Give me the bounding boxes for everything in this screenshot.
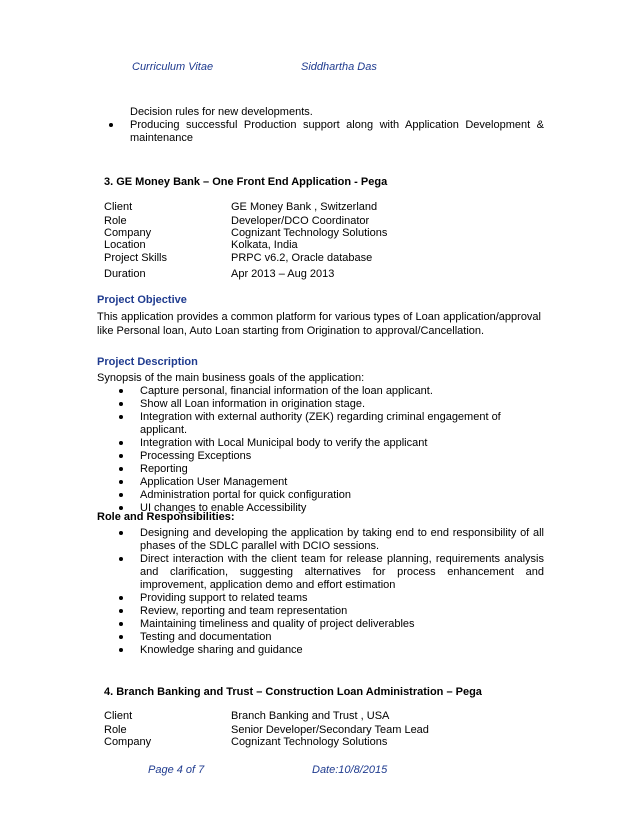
list-item: Processing Exceptions xyxy=(114,450,544,463)
list-item: Producing successful Production support along with Application Development & maintenance xyxy=(104,119,544,145)
bullet-icon xyxy=(119,506,123,510)
list-item: Integration with external authority (ZEK) regarding criminal engagement of applicant. xyxy=(114,411,544,437)
list-item: Designing and developing the application by taking end to end responsibility of all phases of the SDLC parallel with DCIO sessions. xyxy=(114,527,544,553)
project-title: 3. GE Money Bank – One Front End Application - Pega xyxy=(104,176,388,188)
list-item: Show all Loan information in origination stage. xyxy=(114,398,544,411)
detail-row: Client GE Money Bank , Switzerland xyxy=(104,201,378,213)
continuation-text: Decision rules for new developments. xyxy=(130,106,313,118)
list-item: Direct interaction with the client team for release planning, requirements analysis and clarification, suggesting alternatives for process enhancement and improvement, application demo and effort estimation xyxy=(114,553,544,592)
project-title: 4. Branch Banking and Trust – Construction Loan Administration – Pega xyxy=(104,686,482,698)
roles-list xyxy=(114,527,544,657)
detail-row: Location Kolkata, India xyxy=(104,239,298,251)
list-item: Providing support to related teams xyxy=(114,592,544,605)
bullet-icon xyxy=(119,531,123,535)
bullet-icon xyxy=(119,596,123,600)
list-item: Integration with Local Municipal body to verify the applicant xyxy=(114,437,544,450)
detail-row: Client Branch Banking and Trust , USA xyxy=(104,710,390,722)
detail-row: Company Cognizant Technology Solutions xyxy=(104,227,388,239)
header-right: Siddhartha Das xyxy=(301,61,377,73)
description-list xyxy=(114,385,544,515)
footer-date: Date:10/8/2015 xyxy=(312,764,388,776)
list-item: Administration portal for quick configuration xyxy=(114,489,544,502)
list-item: Reporting xyxy=(114,463,544,476)
bullet-icon xyxy=(119,480,123,484)
bullet-icon xyxy=(119,609,123,613)
bullet-icon xyxy=(119,467,123,471)
description-intro: Synopsis of the main business goals of the application: xyxy=(97,372,365,384)
bullet-icon xyxy=(119,648,123,652)
description-heading: Project Description xyxy=(97,356,198,368)
bullet-icon xyxy=(119,635,123,639)
roles-heading: Role and Responsibilities: xyxy=(97,511,235,523)
detail-row: Company Cognizant Technology Solutions xyxy=(104,736,388,748)
bullet-icon xyxy=(119,389,123,393)
footer-page: Page 4 of 7 xyxy=(148,764,205,776)
list-item: Maintaining timeliness and quality of project deliverables xyxy=(114,618,544,631)
bullet-icon xyxy=(119,622,123,626)
detail-row: Project Skills PRPC v6.2, Oracle database xyxy=(104,252,373,264)
list-item: UI changes to enable Accessibility xyxy=(114,502,544,515)
objective-text: This application provides a common platform for various types of Loan application/approval like Personal loan, Auto Loan starting from Origination to approval/Cancellation. xyxy=(97,311,541,337)
detail-row: Role Senior Developer/Secondary Team Lead xyxy=(104,724,429,736)
list-item: Application User Management xyxy=(114,476,544,489)
list-item: Testing and documentation xyxy=(114,631,544,644)
header-left: Curriculum Vitae xyxy=(132,61,214,73)
bullet-icon xyxy=(119,493,123,497)
detail-row: Role Developer/DCO Coordinator xyxy=(104,215,370,227)
list-item: Review, reporting and team representation xyxy=(114,605,544,618)
bullet-icon xyxy=(119,454,123,458)
detail-row: Duration Apr 2013 – Aug 2013 xyxy=(104,268,335,280)
list-item: Capture personal, financial information of the loan applicant. xyxy=(114,385,544,398)
top-bullet-list xyxy=(104,119,544,145)
bullet-icon xyxy=(119,402,123,406)
bullet-icon xyxy=(109,123,113,127)
bullet-icon xyxy=(119,415,123,419)
objective-heading: Project Objective xyxy=(97,294,187,306)
bullet-icon xyxy=(119,557,123,561)
bullet-icon xyxy=(119,441,123,445)
list-item: Knowledge sharing and guidance xyxy=(114,644,544,657)
